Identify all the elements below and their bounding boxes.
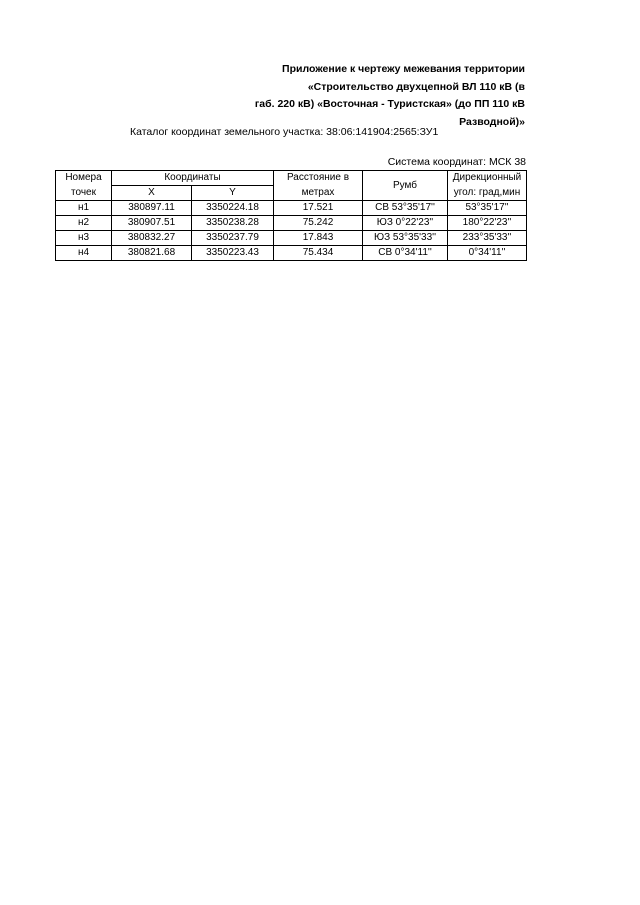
document-heading: [225, 61, 525, 131]
table-row: [56, 246, 527, 261]
table-header-row-2: [56, 186, 527, 201]
cell-point: н1: [56, 201, 112, 216]
heading-line-4: Разводной)»: [459, 115, 525, 128]
coordinates-table: [55, 170, 527, 261]
cell-distance: 75.242: [274, 216, 363, 231]
cell-point: н2: [56, 216, 112, 231]
header-coordinates: Координаты: [112, 171, 274, 186]
cell-distance: 75.434: [274, 246, 363, 261]
cell-y: 3350237.79: [192, 231, 274, 246]
cell-rumb: СВ 0°34'11'': [363, 246, 448, 261]
header-points-top: Номера: [56, 171, 112, 186]
cell-x: 380897.11: [112, 201, 192, 216]
table-row: [56, 231, 527, 246]
cell-angle: 53°35'17'': [448, 201, 527, 216]
heading-line-2: «Строительство двухцепной ВЛ 110 кВ (в: [307, 80, 525, 93]
header-distance-bottom: метрах: [274, 186, 363, 201]
header-points-bottom: точек: [56, 186, 112, 201]
cell-y: 3350223.43: [192, 246, 274, 261]
header-direction-top: Дирекционный: [448, 171, 527, 186]
cell-angle: 0°34'11'': [448, 246, 527, 261]
cell-x: 380821.68: [112, 246, 192, 261]
heading-line-3: габ. 220 кВ) «Восточная - Туристская» (до ПП 110 кВ: [254, 98, 525, 110]
heading-line-1: Приложение к чертежу межевания территории: [282, 63, 525, 75]
header-distance-top: Расстояние в: [274, 171, 363, 186]
cell-rumb: ЮЗ 53°35'33'': [363, 231, 448, 246]
cell-angle: 180°22'23'': [448, 216, 527, 231]
coordinate-system-label: Система координат: МСК 38: [387, 156, 526, 168]
cell-y: 3350238.28: [192, 216, 274, 231]
cell-x: 380907.51: [112, 216, 192, 231]
cell-point: н3: [56, 231, 112, 246]
cell-angle: 233°35'33'': [448, 231, 527, 246]
header-direction-bottom: угол: град,мин: [448, 186, 527, 201]
cell-rumb: СВ 53°35'17'': [363, 201, 448, 216]
cell-rumb: ЮЗ 0°22'23'': [363, 216, 448, 231]
table-header-row-1: [56, 171, 527, 186]
table-row: [56, 216, 527, 231]
cell-distance: 17.843: [274, 231, 363, 246]
catalog-title: Каталог координат земельного участка: 38:06:141904:2565:ЗУ1: [130, 126, 439, 138]
cell-x: 380832.27: [112, 231, 192, 246]
cell-point: н4: [56, 246, 112, 261]
header-y: Y: [192, 186, 274, 201]
header-x: X: [112, 186, 192, 201]
cell-y: 3350224.18: [192, 201, 274, 216]
table-row: [56, 201, 527, 216]
header-rumb: Румб: [363, 171, 448, 201]
cell-distance: 17.521: [274, 201, 363, 216]
